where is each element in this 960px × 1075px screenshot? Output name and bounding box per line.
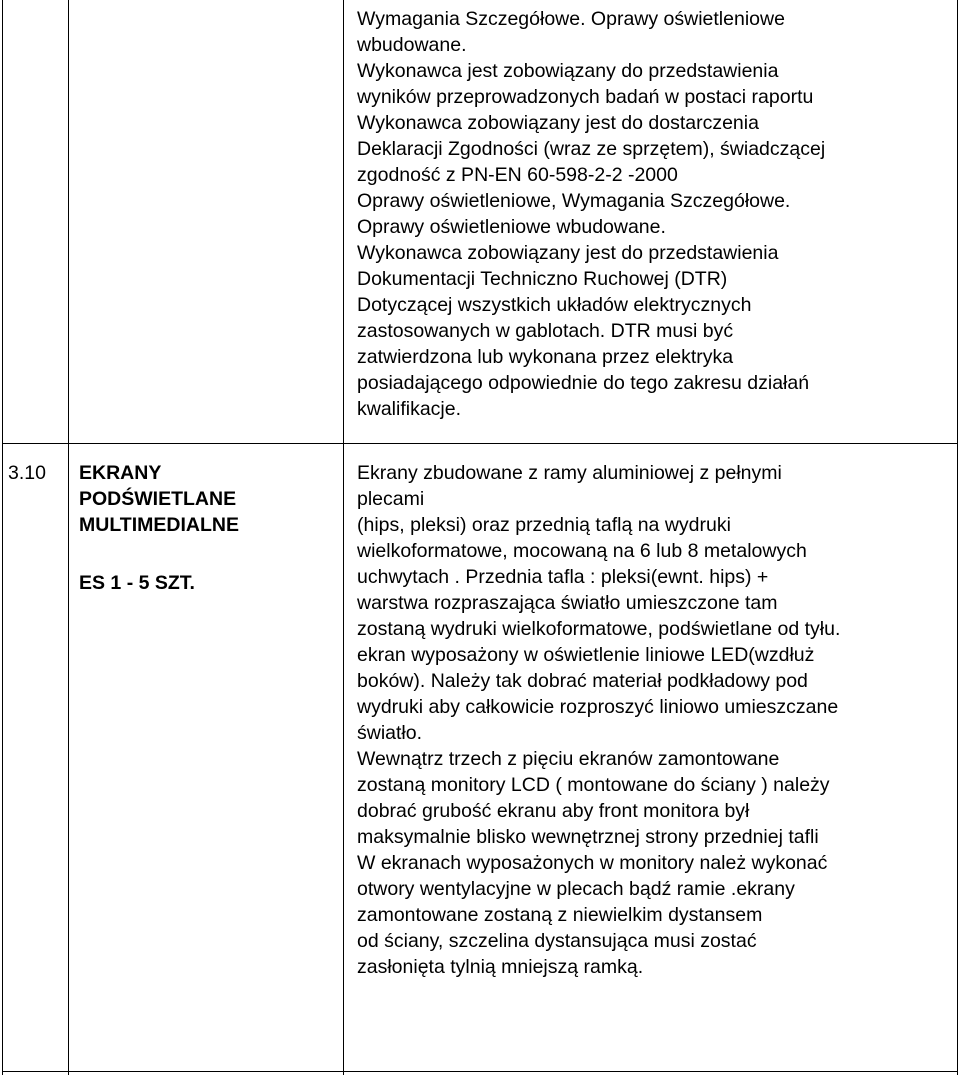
text-line: Dokumentacji Techniczno Ruchowej (DTR) [357,268,728,290]
text-line: boków). Należy tak dobrać materiał podkładowy pod [357,670,808,692]
row1-description [357,6,825,422]
title-line: MULTIMEDIALNE [79,514,239,536]
text-line: dobrać grubość ekranu aby front monitora był [357,800,750,822]
text-line: zatwierdzona lub wykonana przez elektryka [357,346,734,368]
column-divider-number [68,0,69,1075]
text-line: warstwa rozpraszająca światło umieszczone tam [357,592,778,614]
text-line: plecami [357,488,425,510]
text-line: zastosowanych w gablotach. DTR musi być [357,320,734,342]
text-line: wbudowane. [357,34,467,56]
row2-quantity: ES 1 - 5 SZT. [79,572,195,594]
column-divider-title [343,0,344,1075]
title-line: PODŚWIETLANE [79,488,237,510]
row-divider [2,443,958,444]
text-line: Wykonawca zobowiązany jest do przedstawienia [357,242,779,264]
text-line: W ekranach wyposażonych w monitory należ wykonać [357,852,828,874]
text-line: uchwytach . Przednia tafla : pleksi(ewnt. hips) + [357,566,769,588]
text-line: ekran wyposażony w oświetlenie liniowe LED(wzdłuż [357,644,815,666]
text-line: zasłonięta tylnią mniejszą ramką. [357,956,644,978]
table-border-left [2,0,3,1075]
title-line: EKRANY [79,462,162,484]
row2-number: 3.10 [8,462,46,484]
table-border-bottom [2,1071,958,1072]
row2-title [79,460,239,538]
text-line: wyników przeprowadzonych badań w postaci raportu [357,86,814,108]
text-line: Deklaracji Zgodności (wraz ze sprzętem), świadczącej [357,138,826,160]
text-line: wydruki aby całkowicie rozproszyć liniowo umieszczane [357,696,839,718]
text-line: kwalifikacje. [357,398,462,420]
text-line: Wymagania Szczegółowe. Oprawy oświetleniowe [357,8,785,30]
text-line: od ściany, szczelina dystansująca musi zostać [357,930,757,952]
text-line: zamontowane zostaną z niewielkim dystansem [357,904,763,926]
text-line: zostaną wydruki wielkoformatowe, podświetlane od tyłu. [357,618,841,640]
text-line: Ekrany zbudowane z ramy aluminiowej z pełnymi [357,462,782,484]
text-line: posiadającego odpowiednie do tego zakresu działań [357,372,810,394]
text-line: (hips, pleksi) oraz przednią taflą na wydruki [357,514,731,536]
text-line: wielkoformatowe, mocowaną na 6 lub 8 metalowych [357,540,807,562]
text-line: maksymalnie blisko wewnętrznej strony przedniej tafli [357,826,819,848]
text-line: Dotyczącej wszystkich układów elektrycznych [357,294,752,316]
text-line: Oprawy oświetleniowe, Wymagania Szczegółowe. [357,190,791,212]
text-line: zgodność z PN-EN 60-598-2-2 -2000 [357,164,678,186]
text-line: zostaną monitory LCD ( montowane do ściany ) należy [357,774,830,796]
text-line: Wewnątrz trzech z pięciu ekranów zamontowane [357,748,780,770]
text-line: Wykonawca zobowiązany jest do dostarczenia [357,112,759,134]
text-line: światło. [357,722,423,744]
text-line: Oprawy oświetleniowe wbudowane. [357,216,666,238]
text-line: otwory wentylacyjne w plecach bądź ramie .ekrany [357,878,795,900]
text-line: Wykonawca jest zobowiązany do przedstawienia [357,60,779,82]
table-border-right [957,0,958,1075]
row2-description [357,460,840,980]
